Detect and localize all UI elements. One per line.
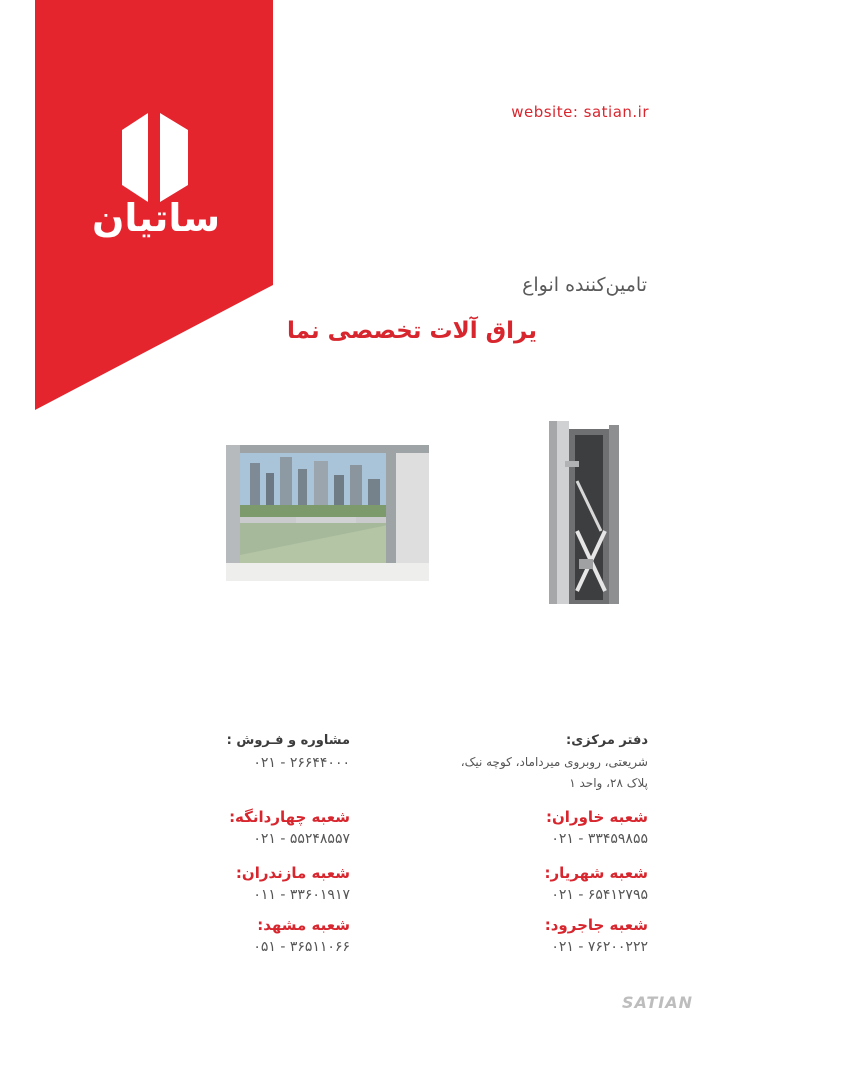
head-office-title: دفتر مرکزی: xyxy=(566,733,648,748)
branch-title: شعبه مشهد: xyxy=(257,916,350,934)
head-office-address-line1: شریعتی، روبروی میرداماد، کوچه نیک، xyxy=(460,755,648,769)
satian-logo-mark-icon xyxy=(122,113,188,202)
branch-phone[interactable]: ۰۲۱ - ۵۵۲۴۸۵۵۷ xyxy=(253,831,350,847)
sales-phone[interactable]: ۰۲۱ - ۲۶۶۴۴۰۰۰ xyxy=(253,755,350,771)
branch-shahriar xyxy=(408,862,648,906)
head-office xyxy=(408,730,648,794)
branch-title: شعبه چهاردانگه: xyxy=(229,808,350,826)
window-photo xyxy=(226,445,429,581)
head-office-address-line2: پلاک ۲۸، واحد ۱ xyxy=(569,776,648,790)
page-headline: یراق آلات تخصصی نما xyxy=(286,318,537,344)
footer-satian-logo: SATIAN xyxy=(622,993,694,1012)
branch-phone[interactable]: ۰۲۱ - ۶۵۴۱۲۷۹۵ xyxy=(551,887,648,903)
supplier-intro: تامین‌کننده انواع xyxy=(522,274,647,296)
hinge-photo xyxy=(549,421,621,604)
branch-mazandaran xyxy=(150,862,350,906)
branch-title: شعبه خاوران: xyxy=(545,808,648,826)
branch-phone[interactable]: ۰۱۱ - ۳۳۶۰۱۹۱۷ xyxy=(253,887,350,903)
branch-title: شعبه جاجرود: xyxy=(544,916,648,934)
branch-phone[interactable]: ۰۲۱ - ۷۶۲۰۰۲۲۲ xyxy=(551,939,648,955)
branch-mashhad xyxy=(150,914,350,958)
sales-title: مشاوره و فـروش : xyxy=(226,733,350,748)
sales-contact xyxy=(150,730,350,774)
brand-logo-text: ساتیان xyxy=(91,196,221,240)
branch-title: شعبه مازندران: xyxy=(235,864,350,882)
branch-title: شعبه شهریار: xyxy=(544,864,648,882)
website-link[interactable]: website: satian.ir xyxy=(511,103,649,121)
branch-jajrood xyxy=(408,914,648,958)
branch-khavaran xyxy=(408,806,648,850)
branch-phone[interactable]: ۰۲۱ - ۳۳۴۵۹۸۵۵ xyxy=(551,831,648,847)
branch-chahardangeh xyxy=(150,806,350,850)
branch-phone[interactable]: ۰۵۱ - ۳۶۵۱۱۰۶۶ xyxy=(253,939,350,955)
